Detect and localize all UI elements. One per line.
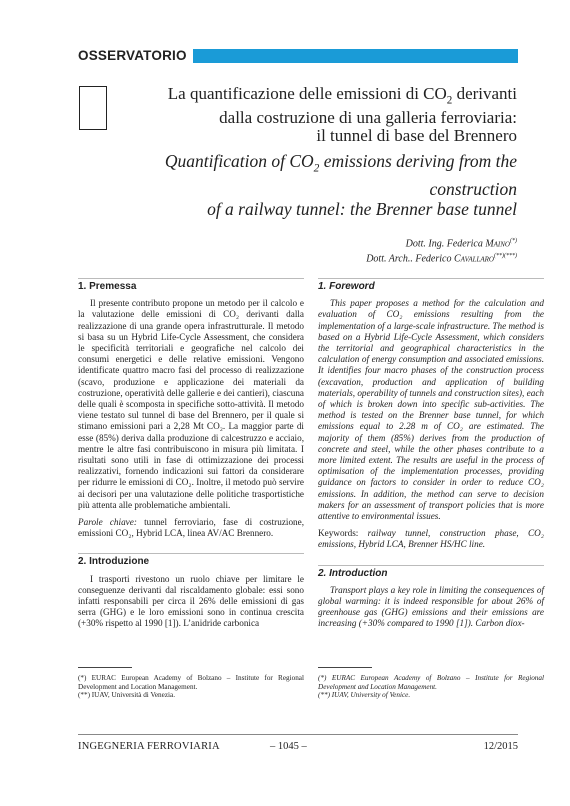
- title-it-line1: La quantificazione delle emissioni di CO: [167, 84, 447, 103]
- page-number: – 1045 –: [270, 741, 307, 752]
- title-it-sub: 2: [446, 94, 453, 107]
- footnotes-italian: (*) EURAC European Academy of Bolzano – Institute for Regional Development and Location Management. (**) IUAV, Università di Venezia.: [78, 674, 304, 700]
- title-en-line2: of a railway tunnel: the Brenner base tunnel: [207, 198, 517, 219]
- header-accent-bar: [184, 49, 518, 63]
- author-1: Dott. Ing. Federica Maino(*): [405, 238, 517, 250]
- footnotes-english: (*) EURAC European Academy of Bolzano – Institute for Regional Development and Location Management. (**) IUAV, University of Venice.: [318, 674, 544, 700]
- decorative-bracket: [79, 86, 107, 130]
- heading-introduction: 2. Introduction: [318, 565, 544, 579]
- section-label: OSSERVATORIO: [78, 48, 193, 64]
- title-it-line3: il tunnel di base del Brennero: [316, 126, 517, 146]
- title-english: [77, 151, 517, 219]
- issue-number: 12/2015: [483, 741, 518, 752]
- column-english: [318, 278, 544, 630]
- title-en-line1-end: emissions deriving from the construction: [319, 151, 517, 199]
- title-it-line2: dalla costruzione di una galleria ferroviaria:: [219, 108, 517, 128]
- keywords-italian: Parole chiave: tunnel ferroviario, fase di costruzione, emissioni CO₂, Hybrid LCA, linea AV/AC Brennero.: [78, 517, 305, 539]
- title-en-sub: 2: [313, 162, 320, 175]
- paragraph-introduzione: I trasporti rivestono un ruolo chiave per limitare le conseguenze derivanti dal riscaldamento globale: essi sono infatti responsabili per circa il 26% delle emissioni di gas serra (GHG) e le loro emissioni sono in continua crescita (+30% rispetto al 1990 [1]). L’anidride carbonica: [78, 573, 304, 629]
- keywords-english: Keywords: railway tunnel, construction phase, CO₂ emissions, Hybrid LCA, Brenner HS/HC line.: [318, 528, 544, 550]
- paragraph-foreword: This paper proposes a method for the calculation and evaluation of CO₂ emissions resulting from the implementation of a large-scale infrastructure. The method is based on a Hybrid Life-Cycle Assessment, which considers the territorial and geographical characteristics in the calculation of energy consumption and associated emissions. It identifies four macro phases of the construction process (excavation, production and application of building materials, operability of tunnels and construction sites), each of which is broken down into specific sub-activities. The method is tested on the Brenner base tunnel, for which emissions equal to 2.28 m of CO₂ are estimated. The majority of them (85%) derives from the production of concrete and steel, while the other phases contribute to a more limited extent. The results are useful in the process of optimisation of the implementation processes, providing guidance on factors to consider in order to reduce CO₂ emissions. In addition, the method can serve to decision makers for an assessment of transport policies that is more attentive to environmental issues.: [318, 298, 544, 522]
- footnote-rule-left: [78, 667, 132, 668]
- footer-rule: [78, 734, 518, 735]
- author-2: Dott. Arch.. Federico Cavallaro(**)(***): [366, 253, 517, 265]
- heading-introduzione: 2. Introduzione: [78, 553, 304, 567]
- column-italian: [78, 278, 304, 630]
- title-en-line1: Quantification of CO: [164, 151, 314, 171]
- paragraph-premessa: Il presente contributo propone un metodo per il calcolo e la valutazione delle emissioni di CO₂ derivanti dalla realizzazione di una grande opera infrastrutturale. Il metodo si basa su un Hybrid Life-Cycle Assessment, che considera le specificità territoriali e geografiche nel calcolo dei consumi energetici e delle relative emissioni. Vengono identificate quattro macro fasi del processo di realizzazione (scavo, produzione e applicazione dei materiali da costruzione, operatività delle gallerie e dei cantieri), ciascuna delle quali è scomposta in specifiche sotto-attività. Il metodo viene testato sul tunnel di base del Brennero, per il quale si stimano emissioni pari a 2,28 Mt CO₂. La maggior parte di esse (85%) deriva dalla produzione di calcestruzzo e acciaio, mentre le altre fasi contribuiscono in misura più limitata. I risultati sono utili in fase di ottimizzazione dei processi realizzativi, fornendo indicazioni sui fattori da considerare per ridurre le emissioni di CO₂. Inoltre, il metodo può servire ai decisori per una valutazione delle politiche trasportistiche più attenta alle problematiche ambientali.: [78, 298, 304, 510]
- authors-block: [366, 235, 517, 266]
- title-it-line1-end: derivanti: [452, 84, 517, 103]
- paragraph-introduction: Transport plays a key role in limiting the consequences of global warming: it is indeed responsible for about 26% of greenhouse gas (GHG) emissions and their emissions are increasing (+30% compared to 1990 [1]). Carbon diox-: [318, 584, 544, 629]
- heading-foreword: 1. Foreword: [318, 278, 544, 292]
- title-italian: [157, 85, 517, 145]
- journal-name: INGEGNERIA FERROVIARIA: [78, 741, 220, 752]
- heading-premessa: 1. Premessa: [78, 278, 304, 292]
- footnote-rule-right: [318, 667, 372, 668]
